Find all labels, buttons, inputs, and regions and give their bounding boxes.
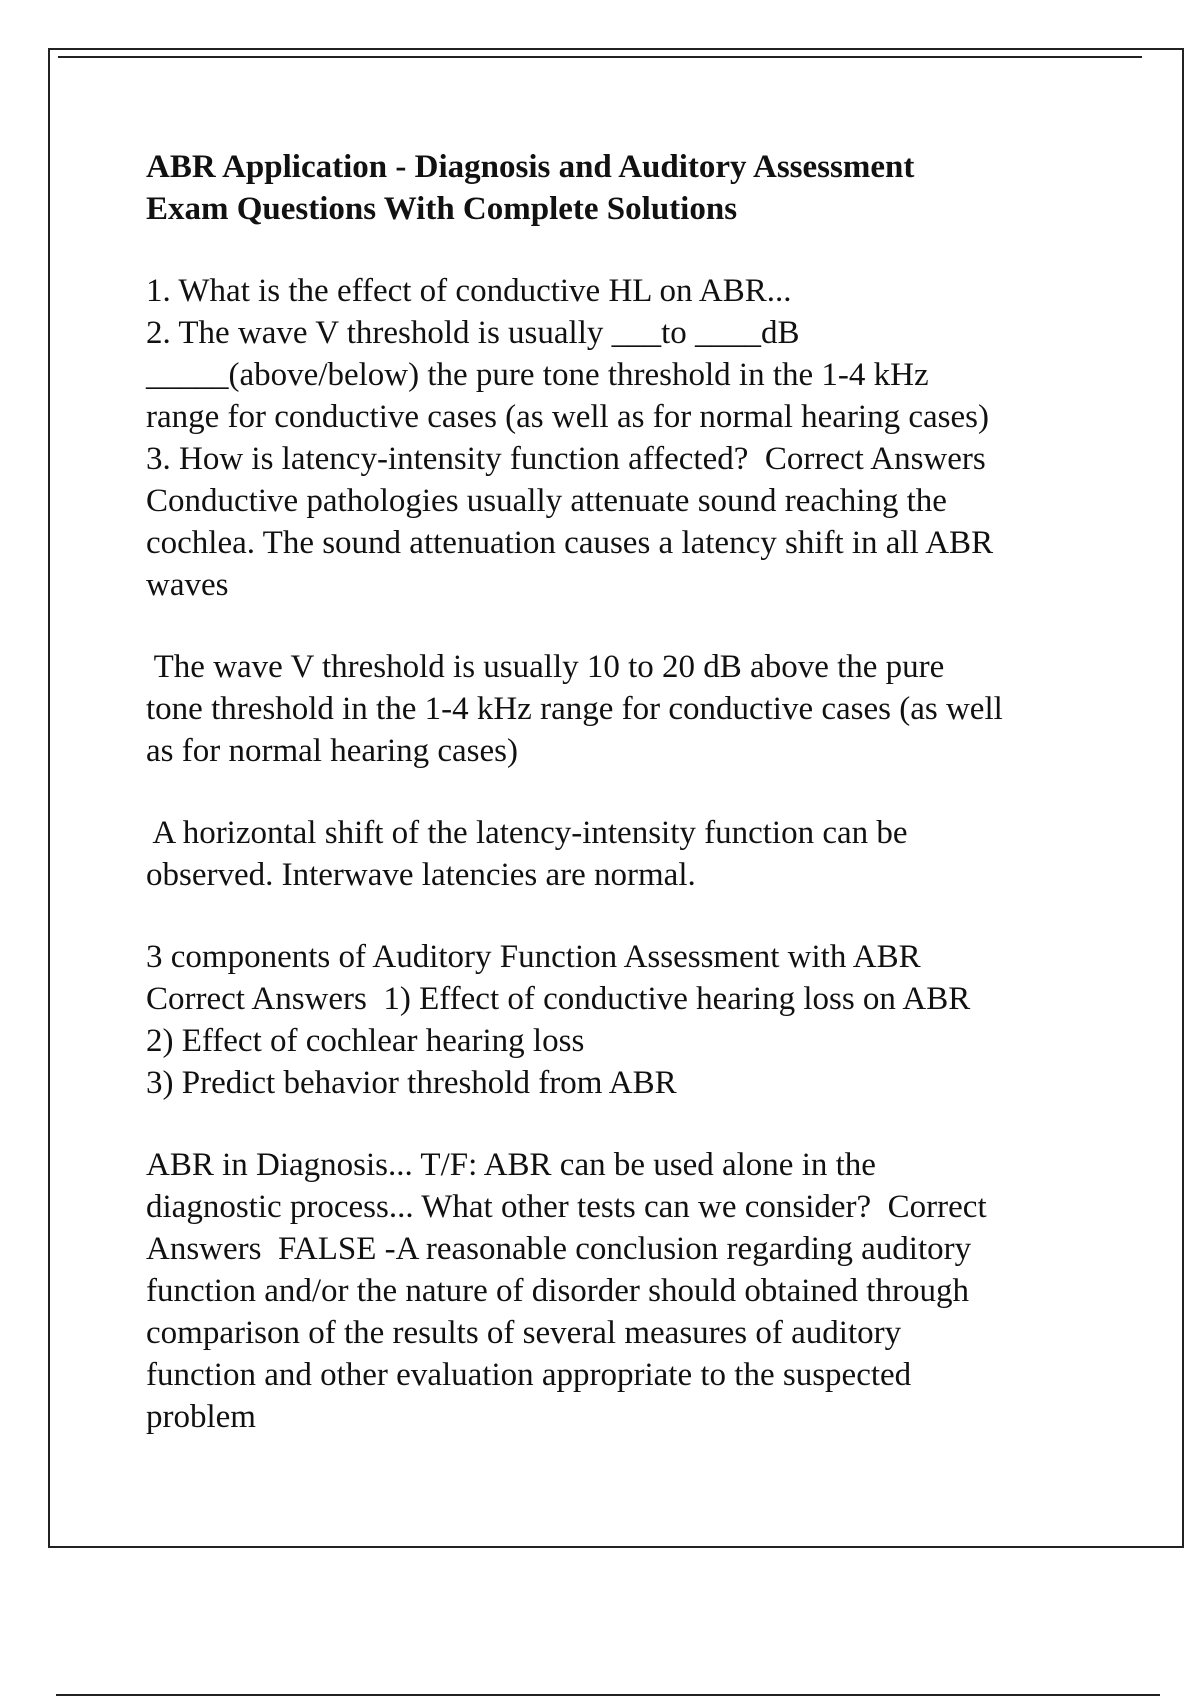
paragraph-components [146,936,1106,1104]
footer-rule [56,1694,1160,1696]
text-line: ABR in Diagnosis... T/F: ABR can be used alone in the [146,1147,876,1183]
paragraph-wave-v-answer [146,646,1106,772]
text-line: Correct Answers 1) Effect of conductive hearing loss on ABR [146,981,971,1017]
title-line: Exam Questions With Complete Solutions [146,191,738,227]
text-line: 2) Effect of cochlear hearing loss [146,1023,585,1059]
text-line: range for conductive cases (as well as for normal hearing cases) [146,399,989,435]
text-line: A horizontal shift of the latency-intensity function can be [146,815,908,851]
text-line: problem [146,1399,256,1435]
text-line: function and other evaluation appropriate to the suspected [146,1357,912,1393]
text-line: 3 components of Auditory Function Assessment with ABR [146,939,921,975]
text-line: cochlea. The sound attenuation causes a latency shift in all ABR [146,525,994,561]
text-line: The wave V threshold is usually 10 to 20 dB above the pure [146,649,945,685]
paragraph-diagnosis [146,1144,1106,1438]
text-line: 3) Predict behavior threshold from ABR [146,1065,677,1101]
text-line: observed. Interwave latencies are normal. [146,857,696,893]
text-line: Answers FALSE -A reasonable conclusion regarding auditory [146,1231,972,1267]
text-line: diagnostic process... What other tests can we consider? Correct [146,1189,987,1225]
document-title [146,146,1106,230]
title-line: ABR Application - Diagnosis and Auditory Assessment [146,149,915,185]
text-line: 2. The wave V threshold is usually ___to ____dB [146,315,800,351]
top-rule [58,56,1142,58]
paragraph-latency-answer [146,812,1106,896]
text-line: comparison of the results of several measures of auditory [146,1315,902,1351]
text-line: 3. How is latency-intensity function affected? Correct Answers [146,441,986,477]
text-line: as for normal hearing cases) [146,733,519,769]
text-line: tone threshold in the 1-4 kHz range for conductive cases (as well [146,691,1003,727]
text-line: _____(above/below) the pure tone threshold in the 1-4 kHz [146,357,929,393]
document-body [146,146,1106,1478]
text-line: 1. What is the effect of conductive HL on ABR... [146,273,792,309]
text-line: function and/or the nature of disorder should obtained through [146,1273,969,1309]
text-line: waves [146,567,229,603]
paragraph-questions [146,270,1106,606]
text-line: Conductive pathologies usually attenuate sound reaching the [146,483,947,519]
